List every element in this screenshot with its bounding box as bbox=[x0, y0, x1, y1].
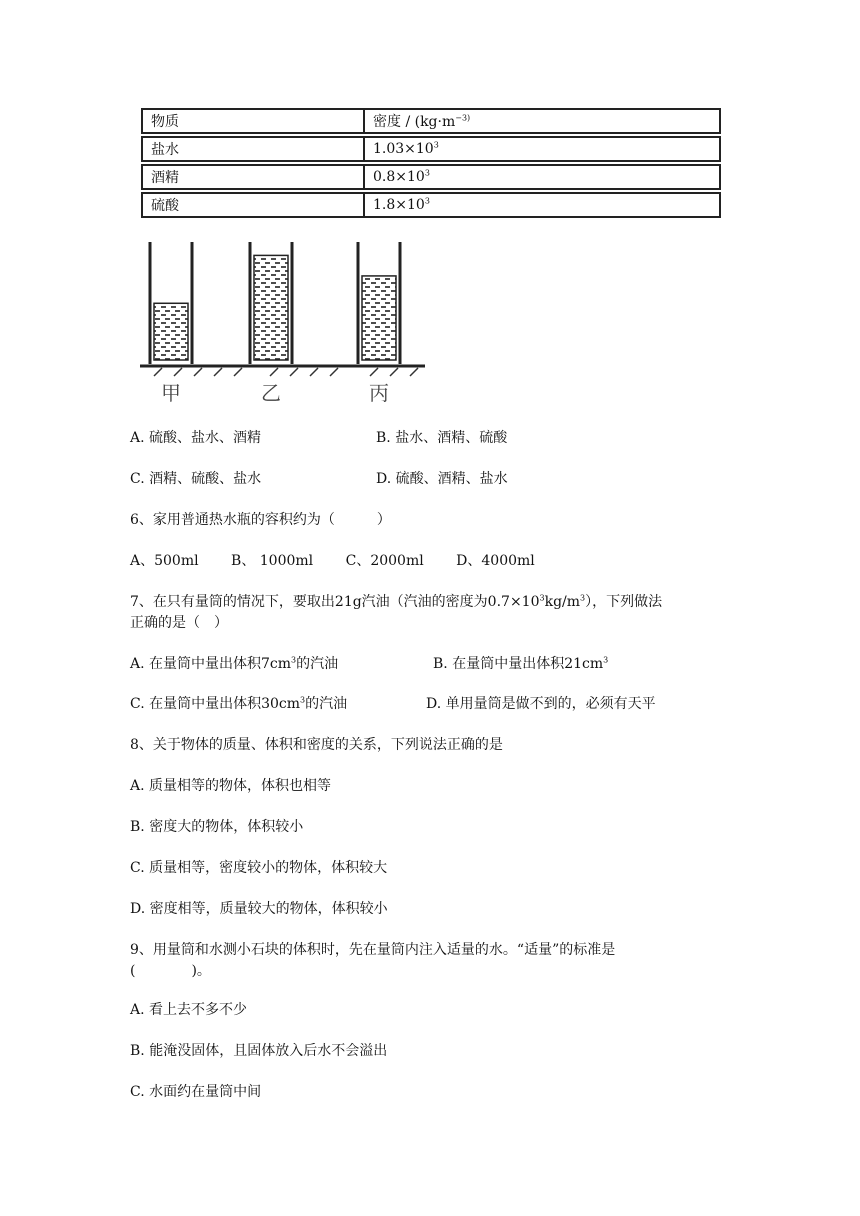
container-label: 甲 bbox=[161, 381, 181, 405]
table-cell bbox=[141, 136, 365, 162]
density-header: 密度 / (kg·m bbox=[373, 114, 456, 130]
exponent: 3 bbox=[300, 695, 306, 705]
density-value: 1.8×10 bbox=[373, 197, 425, 213]
option-text: 的汽油 bbox=[305, 696, 348, 712]
table-cell bbox=[141, 192, 365, 218]
table-cell bbox=[365, 108, 721, 134]
q6-options[interactable]: A、500ml B、 1000ml C、2000ml D、4000ml bbox=[130, 553, 535, 569]
q7-option-d[interactable]: D. 单用量筒是做不到的，必须有天平 bbox=[426, 696, 656, 712]
option-text: 的汽油 bbox=[296, 656, 339, 672]
q9-stem-line1: 9、用量筒和水测小石块的体积时，先在量筒内注入适量的水。“适量”的标准是 bbox=[130, 942, 616, 958]
density-exponent: 3 bbox=[424, 196, 430, 206]
liquid-column bbox=[154, 303, 188, 360]
q8-option-a[interactable]: A. 质量相等的物体，体积也相等 bbox=[130, 778, 332, 794]
q5-option-a[interactable]: A. 硫酸、盐水、酒精 bbox=[130, 430, 262, 446]
q9-option-a[interactable]: A. 看上去不多不少 bbox=[130, 1002, 248, 1018]
option-text: C. 在量筒中量出体积30cm bbox=[130, 696, 301, 712]
density-exponent: 3 bbox=[424, 168, 430, 178]
exponent: 3 bbox=[291, 655, 297, 665]
density-value: 0.8×10 bbox=[373, 169, 425, 185]
q8-option-d[interactable]: D. 密度相等，质量较大的物体，体积较小 bbox=[130, 901, 388, 917]
q8-option-c[interactable]: C. 质量相等，密度较小的物体，体积较大 bbox=[130, 860, 388, 876]
table-cell bbox=[365, 192, 721, 218]
table-cell bbox=[141, 164, 365, 190]
table-row bbox=[141, 136, 721, 162]
q9-option-b[interactable]: B. 能淹没固体，且固体放入后水不会溢出 bbox=[130, 1043, 388, 1059]
table-cell bbox=[365, 136, 721, 162]
q7-option-a[interactable] bbox=[130, 654, 338, 674]
exponent: 3 bbox=[580, 593, 586, 603]
option-text: A. 在量筒中量出体积7cm bbox=[130, 656, 292, 672]
substance-header: 物质 bbox=[151, 114, 179, 130]
q8-option-b[interactable]: B. 密度大的物体，体积较小 bbox=[130, 819, 304, 835]
three-containers-figure bbox=[140, 240, 430, 410]
density-value: 1.03×10 bbox=[373, 141, 434, 157]
table-cell bbox=[141, 108, 365, 134]
liquid-column bbox=[362, 276, 396, 360]
substance-name: 酒精 bbox=[151, 170, 179, 186]
density-table bbox=[141, 106, 721, 220]
option-text: B. 在量筒中量出体积21cm bbox=[433, 656, 604, 672]
table-row bbox=[141, 192, 721, 218]
exponent: 3 bbox=[539, 593, 545, 603]
table-row bbox=[141, 164, 721, 190]
q7-stem-unit: kg/m bbox=[544, 594, 581, 610]
table-cell bbox=[365, 164, 721, 190]
q8-stem: 8、关于物体的质量、体积和密度的关系，下列说法正确的是 bbox=[130, 737, 503, 753]
q6-stem: 6、家用普通热水瓶的容积约为（ ） bbox=[130, 512, 391, 528]
q7-stem-line2: 正确的是（ ） bbox=[130, 615, 228, 631]
q5-option-d[interactable]: D. 硫酸、酒精、盐水 bbox=[376, 471, 508, 487]
q9-option-c[interactable]: C. 水面约在量筒中间 bbox=[130, 1084, 262, 1100]
q7-stem-text: 7、在只有量筒的情况下，要取出21g汽油（汽油的密度为0.7×10 bbox=[130, 594, 540, 610]
container-label: 丙 bbox=[369, 381, 389, 405]
density-header-exponent: −3) bbox=[455, 113, 471, 123]
container-label: 乙 bbox=[261, 381, 281, 405]
substance-name: 硫酸 bbox=[151, 198, 179, 214]
q5-option-c[interactable]: C. 酒精、硫酸、盐水 bbox=[130, 471, 262, 487]
exponent: 3 bbox=[603, 655, 609, 665]
q7-option-b[interactable] bbox=[433, 654, 608, 674]
q5-option-b[interactable]: B. 盐水、酒精、硫酸 bbox=[376, 430, 508, 446]
liquid-column bbox=[254, 255, 288, 360]
substance-name: 盐水 bbox=[151, 142, 179, 158]
q7-option-c[interactable] bbox=[130, 694, 347, 714]
table-header-row bbox=[141, 108, 721, 134]
q9-stem-line2: ( )。 bbox=[130, 963, 211, 979]
q7-stem-text-end: ），下列做法 bbox=[585, 594, 663, 610]
ground-hatching bbox=[154, 368, 418, 376]
density-exponent: 3 bbox=[433, 140, 439, 150]
q7-stem-line1 bbox=[130, 592, 662, 612]
